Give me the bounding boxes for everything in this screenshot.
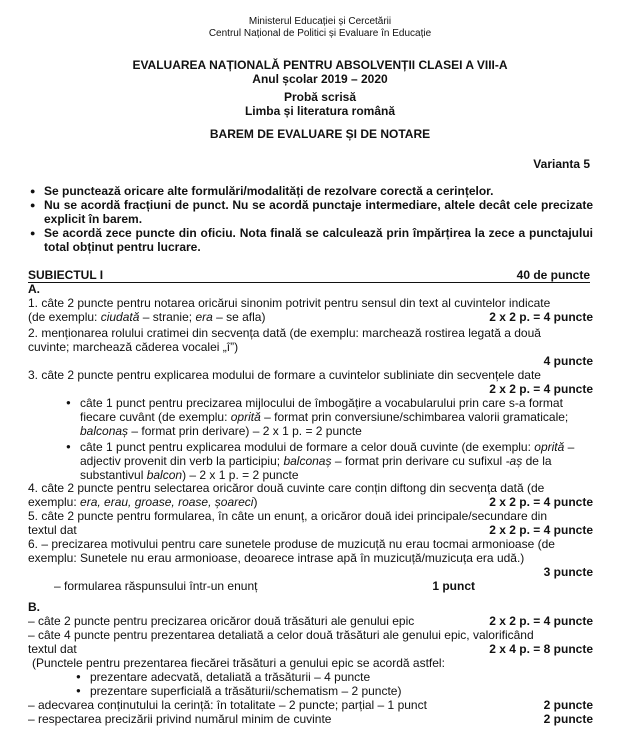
item-1-points: 2 x 2 p. = 4 puncte bbox=[489, 310, 593, 324]
part-a-label: A. bbox=[28, 282, 40, 296]
part-b-items bbox=[28, 614, 593, 726]
part-b-item-3: – adecvarea conținutului la cerință: în totalitate – 2 puncte; parțial – 1 punct bbox=[28, 698, 427, 712]
item-6-points-2: 1 punct bbox=[432, 579, 475, 593]
part-b-note-item: ● prezentare adecvată, detaliată a trăsăturii – 4 puncte bbox=[76, 670, 593, 684]
written-test: Probă scrisă bbox=[283, 90, 357, 104]
item-6-text: 6. – precizarea motivului pentru care sunetele produse de muzicuță nu erau tocmai armonioase (de bbox=[28, 537, 555, 551]
item-4-points: 2 x 2 p. = 4 puncte bbox=[489, 495, 593, 509]
item-5 bbox=[28, 509, 593, 537]
item-1-example: (de exemplu: ciudată – stranie; era – se afla) bbox=[28, 310, 266, 324]
part-b-item-4: – respectarea precizării privind numărul minim de cuvinte bbox=[28, 712, 332, 726]
item-2 bbox=[28, 326, 593, 368]
item-3-sub-1-a: ● câte 1 punct pentru precizarea mijlocului de îmbogățire a vocabularului prin care s-a format bbox=[66, 396, 591, 410]
part-b-item-3-points: 2 puncte bbox=[543, 698, 593, 712]
item-1 bbox=[28, 296, 593, 324]
part-b-item-1: – câte 2 puncte pentru precizarea oricăror două trăsături ale genului epic bbox=[28, 614, 415, 628]
item-5-points: 2 x 2 p. = 4 puncte bbox=[489, 523, 593, 537]
part-b-note: (Punctele pentru prezentarea fiecărei trăsături a genului epic se acordă astfel: bbox=[32, 656, 445, 670]
item-3-points: 2 x 2 p. = 4 puncte bbox=[489, 382, 593, 396]
section-title: SUBIECTUL I bbox=[28, 268, 104, 282]
item-2-points: 4 puncte bbox=[543, 354, 593, 368]
school-year: Anul școlar 2019 – 2020 bbox=[252, 72, 388, 86]
part-b-item-2-points: 2 x 4 p. = 8 puncte bbox=[489, 642, 593, 656]
item-6-points-1: 3 puncte bbox=[543, 565, 593, 579]
section-header bbox=[28, 268, 590, 283]
item-6-example: exemplu: Sunetele nu erau armonioase, deoarece intrase apă în muzicuță/muzicuța era udă.) bbox=[28, 551, 525, 565]
section-points: 40 de puncte bbox=[516, 268, 590, 282]
rule-item: ● Se punctează oricare alte formulări/modalități de rezolvare corectă a cerințelor. bbox=[28, 184, 593, 198]
item-2-text-cont: cuvinte; marchează căderea vocalei „î”) bbox=[28, 340, 239, 354]
item-1-text: 1. câte 2 puncte pentru notarea oricărui sinonim potrivit pentru sensul din text al cuvintelor indicate bbox=[28, 296, 551, 310]
exam-title: EVALUAREA NAȚIONALĂ PENTRU ABSOLVENȚII CLASEI A VIII-A bbox=[132, 58, 508, 72]
rule-item: ● Se acordă zece puncte din oficiu. Nota finală se calculează prin împărțirea la zece a punctajului total obținut pentru lucrare. bbox=[28, 226, 593, 254]
part-b-item-2: – câte 4 puncte pentru prezentarea detaliată a celor două trăsături ale genului epic, valorificând bbox=[28, 628, 534, 642]
item-3-sub-1: ● câte 1 punct pentru precizarea mijlocului de îmbogățire a vocabularului prin care s-a format fiecare cuvânt (de exemplu: oprită – format prin conversiune/schimbarea valorii gramaticale; balconaș – format prin derivare) – 2 x 1 p. = 2 puncte bbox=[66, 396, 591, 438]
item-2-text: 2. menționarea rolului cratimei din secvența dată (de exemplu: marchează rostirea legată a două bbox=[28, 326, 541, 340]
part-b-item-2-cont: textul dat bbox=[28, 642, 77, 656]
rule-item: ● Nu se acordă fracțiuni de punct. Nu se acordă punctaje intermediare, altele decât cele precizate explicit în barem. bbox=[28, 198, 593, 226]
part-b-note-item: ● prezentare superficială a trăsăturii/schematism – 2 puncte) bbox=[76, 684, 593, 698]
part-b-label: B. bbox=[28, 600, 40, 614]
center-name: Centrul Național de Politici și Evaluare în Educație bbox=[208, 28, 432, 39]
item-4 bbox=[28, 481, 593, 509]
item-6-text-2: – formularea răspunsului într-un enunț bbox=[54, 579, 258, 593]
barem-title: BAREM DE EVALUARE ȘI DE NOTARE bbox=[209, 127, 431, 141]
subject-name: Limba și literatura română bbox=[244, 104, 396, 118]
item-3 bbox=[28, 368, 593, 396]
item-5-text-cont: textul dat bbox=[28, 523, 77, 537]
item-3-text: 3. câte 2 puncte pentru explicarea modului de formare a cuvintelor subliniate din secvențele date bbox=[28, 368, 541, 382]
part-b-item-1-points: 2 x 2 p. = 4 puncte bbox=[489, 614, 593, 628]
part-b-item-4-points: 2 puncte bbox=[543, 712, 593, 726]
item-4-text: 4. câte 2 puncte pentru selectarea oricăror două cuvinte care conțin diftong din secvența dată (de bbox=[28, 481, 545, 495]
ministry-name: Ministerul Educației și Cercetării bbox=[248, 16, 392, 27]
variant-label: Varianta 5 bbox=[533, 157, 590, 171]
rules-list bbox=[28, 184, 593, 254]
item-6 bbox=[28, 537, 593, 593]
item-3-sub-2: ● câte 1 punct pentru explicarea modului de formare a celor două cuvinte (de exemplu: oprită – adjectiv provenit din verb la participiu; balconaș – format prin derivare cu sufixul -aș de la substantivul balcon) – 2 x 1 p. = 2 puncte bbox=[66, 440, 591, 482]
item-5-text: 5. câte 2 puncte pentru formularea, în câte un enunț, a oricăror două idei principale/secundare din bbox=[28, 509, 547, 523]
item-4-example: exemplu: era, erau, groase, roase, șoareci) bbox=[28, 495, 258, 509]
